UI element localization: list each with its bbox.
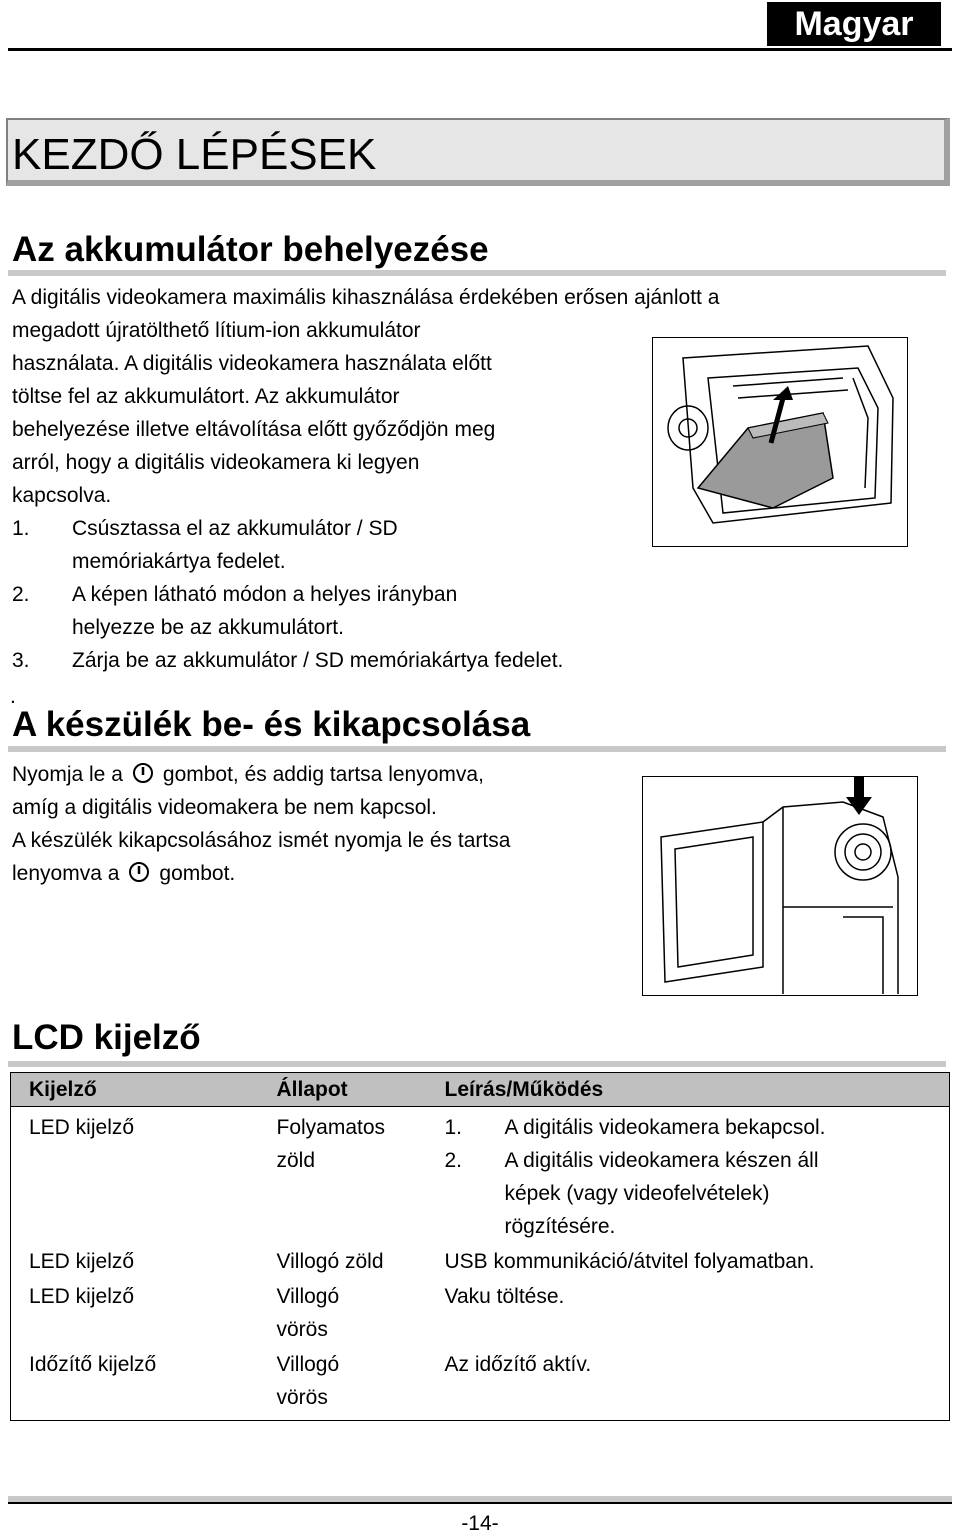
step-number: 2.: [12, 583, 30, 606]
language-badge: Magyar: [767, 2, 941, 46]
battery-heading: Az akkumulátor behelyezése: [12, 230, 489, 269]
battery-steps: [12, 512, 652, 677]
chapter-title: KEZDŐ LÉPÉSEK: [12, 130, 377, 179]
battery-line-6: arról, hogy a digitális videokamera ki legyen: [12, 451, 420, 474]
state-cell: Villogó zöld: [276, 1250, 384, 1273]
power-text: gombot, és addig tartsa lenyomva,: [162, 763, 484, 786]
stray-period: .: [10, 685, 16, 708]
step-text: A képen látható módon a helyes irányban: [72, 583, 458, 606]
item-text: rögzítésére.: [504, 1215, 616, 1238]
description-item: [445, 1144, 950, 1243]
power-text: A készülék kikapcsolásához ismét nyomja le és tartsa: [12, 829, 511, 852]
description-cell: [427, 1107, 950, 1244]
column-header: Állapot: [259, 1073, 427, 1107]
step-text: Csúsztassa el az akkumulátor / SD: [72, 517, 398, 540]
state-cell: [259, 1278, 427, 1346]
power-paragraph: [12, 758, 632, 890]
table-row: [11, 1243, 950, 1278]
battery-line-4: töltse fel az akkumulátort. Az akkumulátor: [12, 385, 400, 408]
power-text: Nyomja le a: [12, 763, 123, 786]
display-cell: LED kijelző: [29, 1250, 135, 1273]
camcorder-drawing: [643, 777, 916, 994]
description-item: [445, 1111, 950, 1144]
battery-line-3: használata. A digitális videokamera használata előtt: [12, 352, 492, 375]
battery-line-5: behelyezése illetve eltávolítása előtt győződjön meg: [12, 418, 496, 441]
lcd-table: [10, 1072, 950, 1421]
power-text: amíg a digitális videomakera be nem kapcsol.: [12, 796, 437, 819]
state-text: vörös: [276, 1318, 328, 1341]
power-icon: [131, 761, 155, 785]
power-icon: [127, 860, 151, 884]
power-heading: A készülék be- és kikapcsolása: [12, 705, 531, 744]
table-row: [11, 1278, 950, 1346]
description-cell: Az időzítő aktív.: [444, 1353, 592, 1376]
item-text: A digitális videokamera készen áll: [504, 1149, 819, 1172]
column-header: Kijelző: [11, 1073, 259, 1107]
battery-line-7: kapcsolva.: [12, 484, 112, 507]
item-number: 2.: [444, 1149, 463, 1172]
header-rule: [8, 48, 952, 51]
step-text: memóriakártya fedelet.: [72, 550, 286, 573]
page-number: -14-: [461, 1512, 499, 1535]
battery-step: [12, 644, 652, 677]
lcd-heading: LCD kijelző: [12, 1018, 201, 1057]
column-header: Leírás/Működés: [427, 1073, 950, 1107]
step-text: Zárja be az akkumulátor / SD memóriakártya fedelet.: [72, 649, 564, 672]
item-text: képek (vagy videofelvételek): [504, 1182, 770, 1205]
display-cell: LED kijelző: [29, 1116, 135, 1139]
item-number: 1.: [444, 1116, 463, 1139]
power-heading-rule: [8, 746, 946, 752]
step-text: helyezze be az akkumulátort.: [72, 616, 344, 639]
battery-step: [12, 512, 652, 578]
state-text: Villogó: [276, 1285, 340, 1308]
display-cell: LED kijelző: [29, 1285, 135, 1308]
table-header-row: [11, 1073, 950, 1107]
battery-camera-drawing: [653, 338, 906, 545]
power-text: gombot.: [159, 862, 236, 885]
description-cell: Vaku töltése.: [444, 1285, 565, 1308]
footer-rule-dark: [8, 1502, 952, 1504]
state-cell: [259, 1107, 427, 1244]
state-cell: [259, 1346, 427, 1421]
table-row: [11, 1107, 950, 1244]
battery-paragraph: [12, 281, 720, 677]
state-text: zöld: [276, 1149, 316, 1172]
battery-step: [12, 578, 652, 644]
table-row: [11, 1346, 950, 1421]
state-text: vörös: [276, 1386, 328, 1409]
lcd-heading-rule: [8, 1061, 946, 1067]
description-cell: USB kommunikáció/átvitel folyamatban.: [444, 1250, 815, 1273]
step-number: 1.: [12, 517, 30, 540]
state-text: Folyamatos: [276, 1116, 386, 1139]
state-text: Villogó: [276, 1353, 340, 1376]
battery-heading-rule: [8, 270, 946, 276]
power-button-illustration: [642, 776, 918, 996]
battery-line-1: A digitális videokamera maximális kihasználása érdekében erősen ajánlott a: [12, 286, 720, 309]
battery-insertion-illustration: [652, 337, 908, 547]
display-cell: Időzítő kijelző: [29, 1353, 157, 1376]
item-text: A digitális videokamera bekapcsol.: [504, 1116, 826, 1139]
power-text: lenyomva a: [12, 862, 120, 885]
step-number: 3.: [12, 649, 30, 672]
battery-line-2: megadott újratölthető lítium-ion akkumulátor: [12, 319, 421, 342]
